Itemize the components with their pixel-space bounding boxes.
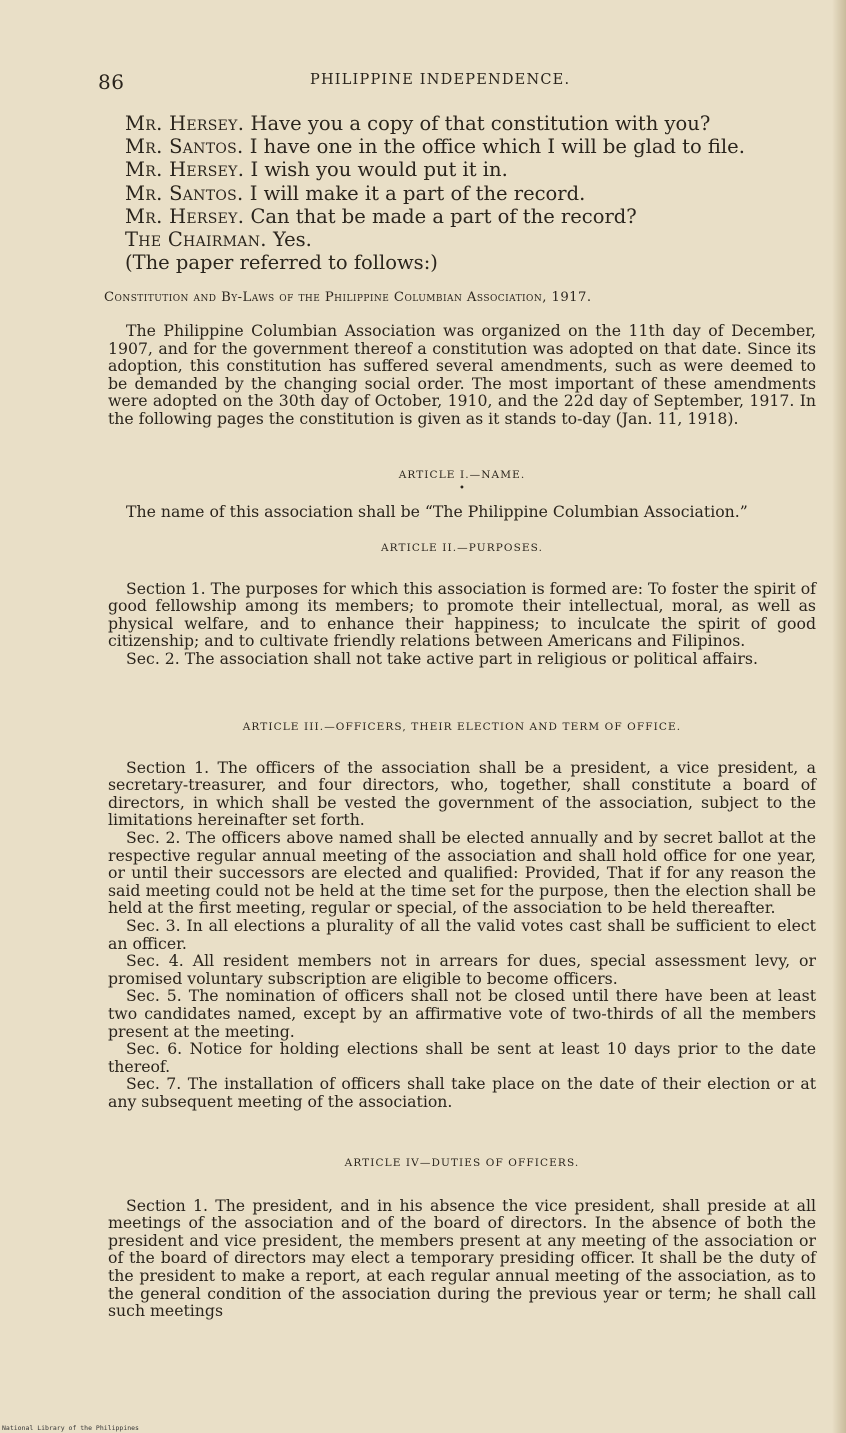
intro-block <box>108 322 816 428</box>
speaker: Mr. Hersey. <box>125 204 245 228</box>
article-3 <box>108 719 816 1110</box>
dialogue-line <box>125 228 805 251</box>
dialogue-line <box>125 158 805 181</box>
dialogue-line <box>125 251 805 274</box>
running-header <box>98 70 698 98</box>
paragraph: Section 1. The purposes for which this association is formed are: To foster the spirit of good fellowship among its members; to promote their intellectual, moral, as well as physical welfare, and to enhance their happiness; to inculcate the spirit of good citizenship; and to cultivate friendly relations between Americans and Filipinos. <box>108 578 816 651</box>
paragraph: Sec. 7. The installation of officers shall take place on the date of their election or at any subsequent meeting of the association. <box>108 1074 816 1111</box>
article-4 <box>108 1155 816 1320</box>
dialogue-text: Have you a copy of that constitution with you? <box>250 112 711 135</box>
page-number: 86 <box>98 70 125 94</box>
speaker: Mr. Santos. <box>125 135 244 159</box>
speaker: Mr. Hersey. <box>125 112 245 135</box>
article-heading: ARTICLE IV—DUTIES OF OFFICERS. <box>344 1157 580 1169</box>
dialogue-text: I have one in the office which I will be glad to file. <box>249 135 745 159</box>
paragraph: Sec. 5. The nomination of officers shall not be closed until there have been at least two candidates named, except by an affirmative vote of two-thirds of all the members present at the meeting. <box>108 986 816 1041</box>
dialogue-text: I will make it a part of the record. <box>249 181 586 205</box>
dialogue-line <box>125 135 805 158</box>
running-title: PHILIPPINE INDEPENDENCE. <box>310 72 571 88</box>
speaker: The Chairman. <box>125 228 267 252</box>
article-heading: ARTICLE I.—NAME. <box>398 469 526 481</box>
dialogue-text: I wish you would put it in. <box>250 158 508 182</box>
article-heading: ARTICLE II.—PURPOSES. <box>380 542 544 554</box>
page-edge <box>832 0 846 1433</box>
article-1: ARTICLE I.—NAME. • The name of this association shall be “The Philippine Columbian Association.” <box>108 467 816 520</box>
dialogue-line <box>125 182 805 205</box>
article-2 <box>108 540 816 668</box>
paragraph: Sec. 6. Notice for holding elections shall be sent at least 10 days prior to the date thereof. <box>108 1039 816 1076</box>
dialogue-text: Yes. <box>272 228 312 252</box>
document-title: Constitution and By-Laws of the Philippine Columbian Association, 1917. <box>104 290 592 305</box>
intro-paragraph: The Philippine Columbian Association was organized on the 11th day of December, 1907, and for the government thereof a constitution was adopted on that date. Since its adoption, this constitution has suffered several amendments, such as were deemed to be demanded by the changing social order. The most important of these amendments were adopted on the 30th day of October, 1910, and the 22d day of September, 1917. In the following pages the constitution is given as it stands to-day (Jan. 11, 1918). <box>108 321 816 428</box>
paragraph: Sec. 4. All resident members not in arrears for dues, special assessment levy, or promised voluntary subscription are eligible to become officers. <box>108 951 816 988</box>
dialogue-line <box>125 112 805 135</box>
speaker: Mr. Santos. <box>125 181 244 205</box>
dialogue-text: Can that be made a part of the record? <box>250 204 637 228</box>
paragraph: Section 1. The president, and in his absence the vice president, shall preside at all meetings of the association and of the board of directors. In the absence of both the president and vice president, the members present at any meeting of the association or of the board of directors may elect a temporary presiding officer. It shall be the duty of the president to make a report, at each regular annual meeting of the association, as to the general condition of the association during the previous year or term; he shall call such meetings <box>108 1195 816 1321</box>
library-footer: National Library of the Philippines <box>2 1424 139 1432</box>
speaker: Mr. Hersey. <box>125 158 245 182</box>
dialogue-line <box>125 205 805 228</box>
dialogue-text: (The paper referred to follows:) <box>125 251 438 275</box>
paragraph: Sec. 3. In all elections a plurality of all the valid votes cast shall be sufficient to elect an officer. <box>108 915 816 953</box>
article-heading: ARTICLE III.—OFFICERS, THEIR ELECTION AND TERM OF OFFICE. <box>242 721 682 733</box>
paragraph: Sec. 2. The association shall not take active part in religious or political affairs. <box>126 648 758 668</box>
paragraph: The name of this association shall be “The Philippine Columbian Association.” <box>126 501 748 521</box>
paragraph: Sec. 2. The officers above named shall be elected annually and by secret ballot at the respective regular annual meeting of the association and shall hold office for one year, or until their successors are elected and qualified: Provided, That if for any reason the said meeting could not be held at the time set for the purpose, then the election shall be held at the first meeting, regular or special, of the association to be held thereafter. <box>108 827 816 918</box>
dialogue <box>125 112 805 274</box>
paragraph: Section 1. The officers of the association shall be a president, a vice president, a secretary-treasurer, and four directors, who, together, shall constitute a board of directors, in which shall be vested the government of the association, subject to the limitations hereinafter set forth. <box>108 757 816 830</box>
